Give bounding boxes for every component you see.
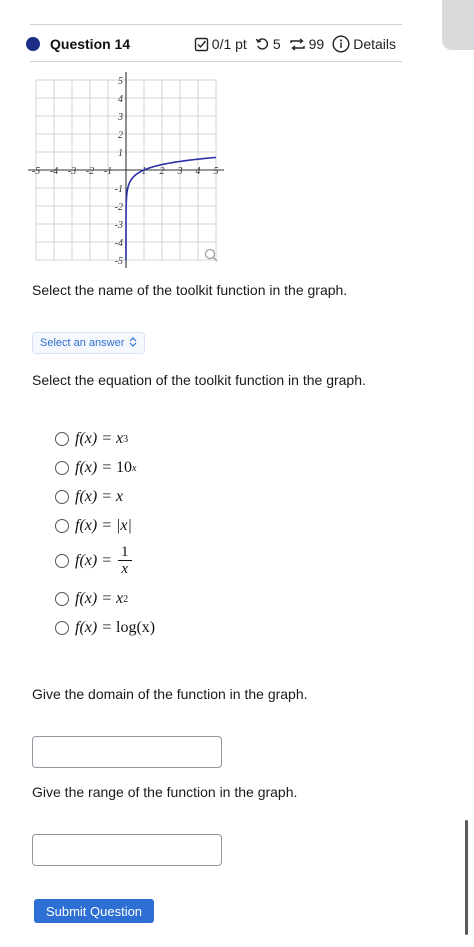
option-rhs: |x| (116, 517, 132, 534)
fraction (118, 544, 132, 577)
x-tick-label: -3 (67, 166, 77, 177)
scrollbar[interactable] (465, 820, 468, 935)
option-base: x (116, 590, 124, 607)
x-tick-label: -1 (103, 166, 113, 177)
retries-group (255, 36, 281, 52)
option-exponential[interactable] (55, 459, 136, 477)
domain-input[interactable] (32, 736, 222, 768)
x-tick-label: -5 (31, 166, 41, 177)
radio-button[interactable] (55, 490, 69, 504)
option-cubic[interactable] (55, 430, 128, 448)
repeat-icon (289, 37, 306, 52)
function-curve (126, 157, 216, 260)
option-lhs: f(x) = (75, 619, 112, 636)
option-rhs: x (116, 488, 124, 505)
y-tick-label: -1 (114, 184, 123, 195)
info-icon (332, 35, 350, 53)
y-tick-label: -3 (114, 220, 123, 231)
option-reciprocal[interactable] (55, 544, 132, 577)
divider (30, 61, 402, 62)
y-tick-label: 1 (118, 148, 123, 159)
retries-count: 5 (272, 36, 281, 52)
y-tick-label: 2 (118, 130, 123, 141)
score-text: 0/1 pt (211, 36, 247, 52)
option-lhs: f(x) = (75, 551, 112, 569)
divider (30, 24, 402, 25)
option-base: 10 (116, 459, 132, 476)
y-tick-label: -2 (114, 202, 123, 213)
y-tick-label: 5 (118, 76, 123, 87)
checkbox-icon (194, 37, 209, 52)
equation-prompt: Select the equation of the toolkit function in the graph. (32, 372, 366, 388)
option-lhs: f(x) = (75, 517, 112, 534)
option-lhs: f(x) = (75, 430, 112, 447)
tick-labels (32, 76, 219, 267)
y-tick-label: -4 (114, 238, 123, 249)
x-tick-label: 1 (141, 166, 147, 177)
option-lhs: f(x) = (75, 488, 112, 505)
question-title: Question 14 (50, 36, 131, 52)
x-tick-label: 4 (195, 166, 201, 177)
attempts-group (289, 36, 325, 52)
option-lhs: f(x) = (75, 459, 112, 476)
option-logarithmic[interactable] (55, 619, 155, 637)
question-header (26, 30, 396, 58)
sort-arrows-icon (129, 337, 137, 350)
option-absolute-value[interactable] (55, 517, 132, 535)
option-rhs: log(x) (116, 619, 156, 636)
overflow-tab[interactable] (442, 0, 474, 50)
name-prompt: Select the name of the toolkit function in the graph. (32, 282, 348, 298)
y-tick-label: -5 (114, 256, 123, 267)
option-base: x (116, 430, 124, 447)
details-button[interactable] (332, 35, 396, 53)
y-tick-label: 4 (118, 94, 123, 105)
option-lhs: f(x) = (75, 590, 112, 607)
radio-button[interactable] (55, 519, 69, 533)
function-graph (28, 72, 224, 268)
fraction-denominator: x (121, 561, 129, 577)
attempts-count: 99 (308, 36, 325, 52)
x-tick-label: -2 (85, 166, 95, 177)
range-prompt: Give the range of the function in the graph. (32, 784, 298, 800)
submit-question-button[interactable]: Submit Question (34, 899, 154, 923)
select-label: Select an answer (40, 337, 125, 349)
radio-button[interactable] (55, 554, 69, 568)
option-exponent: x (132, 462, 137, 474)
radio-button[interactable] (55, 461, 69, 475)
option-identity[interactable] (55, 488, 123, 506)
x-tick-label: -4 (49, 166, 59, 177)
x-tick-label: 3 (177, 166, 183, 177)
range-input[interactable] (32, 834, 222, 866)
answer-select[interactable] (32, 332, 145, 354)
radio-button[interactable] (55, 592, 69, 606)
question-meta (194, 35, 396, 53)
y-tick-label: 3 (118, 112, 123, 123)
radio-button[interactable] (55, 432, 69, 446)
domain-prompt: Give the domain of the function in the graph. (32, 686, 308, 702)
magnifier-icon[interactable] (206, 250, 218, 262)
status-dot (26, 37, 40, 51)
undo-icon (255, 37, 270, 52)
x-tick-label: 2 (159, 166, 165, 177)
details-label: Details (353, 36, 396, 52)
radio-button[interactable] (55, 621, 69, 635)
option-exponent: 2 (123, 593, 129, 605)
x-tick-label: 5 (213, 166, 219, 177)
option-exponent: 3 (123, 433, 129, 445)
fraction-numerator: 1 (121, 544, 129, 560)
option-quadratic[interactable] (55, 590, 128, 608)
